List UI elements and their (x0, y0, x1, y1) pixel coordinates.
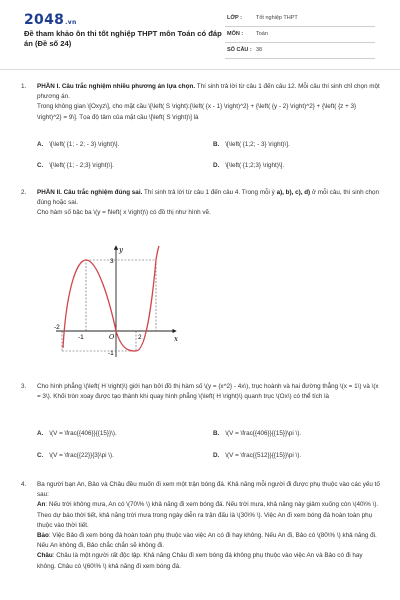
question-number: 2. (21, 189, 27, 196)
y-axis-label: y (119, 246, 123, 254)
option-c[interactable]: C. \[\left( {1; - 2;3} \right)\]. (37, 162, 114, 169)
y-tick-3: 3 (110, 258, 114, 265)
option-c[interactable]: C. \(V = \frac{{22}}{3}\pi \). (37, 452, 114, 459)
option-b[interactable]: B. \[\left( {1;2; - 3} \right)\]. (213, 141, 290, 148)
question-body (37, 82, 381, 123)
condition-an: An: Nếu trời không mưa, An có \(70\% \) khả năng đi xem bóng đá. Nếu trời mưa, khả năng này giảm xuống còn \(40\% \). Theo dự báo thời tiết, khả năng trời mưa trong ngày diễn ra trận đấu là \(30\% \). Việc An đi xem bóng đá hoàn toàn phụ thuộc vào thời tiết. (37, 501, 379, 529)
section-instructions: Thí sinh trả lời từ câu 1 đến câu 12. Mỗi câu thí sinh chỉ chọn một phương án. (37, 83, 380, 101)
question-body: PHẦN II. Câu trắc nghiệm đúng sai. Thí sinh trả lời từ câu 1 đến câu 4. Trong mỗi ý a), b), c), d) ở mỗi câu, thí sinh chọn đúng hoặc sai. Cho hàm số bậc ba \(y = f\left( x \right)\) có đồ thị như hình vẽ. (37, 188, 381, 219)
x-tick-minus-2: -2 (54, 324, 60, 331)
meta-row-class (225, 11, 375, 27)
meta-value: Tốt nghiệp THPT (256, 15, 298, 21)
option-d[interactable]: D. \(V = \frac{{512}}{{15}}\pi \). (213, 452, 302, 459)
option-a[interactable]: A. \(V = \frac{{406}}{{15}}\). (37, 430, 117, 437)
page-header (0, 0, 400, 66)
header-divider (0, 69, 400, 70)
question-body (37, 480, 381, 572)
question-stem: Cho hàm số bậc ba \(y = f\left( x \right)\) có đồ thị như hình vẽ. (37, 209, 211, 217)
option-b[interactable]: B. \(V = \frac{{406}}{{15}}\pi \). (213, 430, 302, 437)
origin-label: O (109, 333, 115, 341)
x-axis-label: x (174, 335, 178, 343)
x-tick-2: 2 (138, 334, 142, 341)
meta-row-count (225, 43, 375, 59)
meta-row-subject (225, 27, 375, 43)
option-d[interactable]: D. \[\left( {1;2;3} \right)\]. (213, 162, 285, 169)
meta-key: LỚP : (227, 15, 242, 21)
option-a[interactable]: A. \[\left( {1; - 2; - 3} \right)\]. (37, 141, 120, 148)
site-logo[interactable]: 2048.vn (24, 12, 77, 28)
question-stem: Trong không gian \[Oxyz\], cho mặt cầu \[\left( S \right):{\left( {x - 1} \right)^2} + {\left( {y - 2} \right)^2} + {\left( {z + 3} \right)^2} = 9\]. Tọa độ tâm của mặt cầu \[\left( S \right)\] là (37, 103, 357, 121)
answer-options-q1 (37, 141, 381, 181)
section-heading: PHẦN II. Câu trắc nghiệm đúng sai. (37, 189, 143, 196)
question-number: 4. (21, 481, 27, 488)
meta-value: Toán (256, 31, 268, 37)
condition-bao: Bảo: Việc Bảo đi xem bóng đá hoàn toàn phụ thuộc vào việc An có đi hay không. Nếu An đi, Bảo có \(80\% \) khả năng đi. Nếu An không đi, Bảo chắc chắn sẽ không đi. (37, 532, 377, 550)
meta-value: 38 (256, 47, 263, 53)
meta-key: MÔN : (227, 31, 244, 37)
document-title: Đề tham khảo ôn thi tốt nghiệp THPT môn Toán có đáp án (Đề số 24) (24, 29, 222, 48)
cubic-function-graph (52, 243, 200, 361)
meta-key: SỐ CÂU : (227, 47, 252, 53)
question-body (37, 382, 381, 402)
condition-chau: Châu: Châu là một người rất độc lập. Khả năng Châu đi xem bóng đá không phụ thuộc vào việc An và Bảo có đi hay không. Châu có \(60\% \) khả năng đi xem bóng đá. (37, 552, 363, 570)
x-tick-minus-1: -1 (78, 334, 84, 341)
section-heading: PHẦN I. Câu trắc nghiệm nhiều phương án lựa chọn. (37, 83, 196, 90)
question-intro: Ba người bạn An, Bảo và Châu đều muốn đi xem một trận bóng đá. Khả năng mỗi người đi được phụ thuộc vào các yếu tố sau: (37, 481, 380, 499)
question-stem: Cho hình phẳng \(\left( H \right)\) giới hạn bởi đồ thị hàm số \(y = {x^2} - 4x\), trục hoành và hai đường thẳng \(x = 1\) và \(x = 3\). Khối tròn xoay được tạo thành khi quay hình phẳng \(\left( H \right)\) quanh trục \(Ox\) có thể tích là (37, 383, 379, 401)
exam-meta-table (225, 11, 375, 59)
question-number: 1. (21, 83, 27, 90)
question-number: 3. (21, 383, 27, 390)
y-tick-minus-1: -1 (108, 350, 114, 357)
answer-options-q3 (37, 430, 381, 470)
